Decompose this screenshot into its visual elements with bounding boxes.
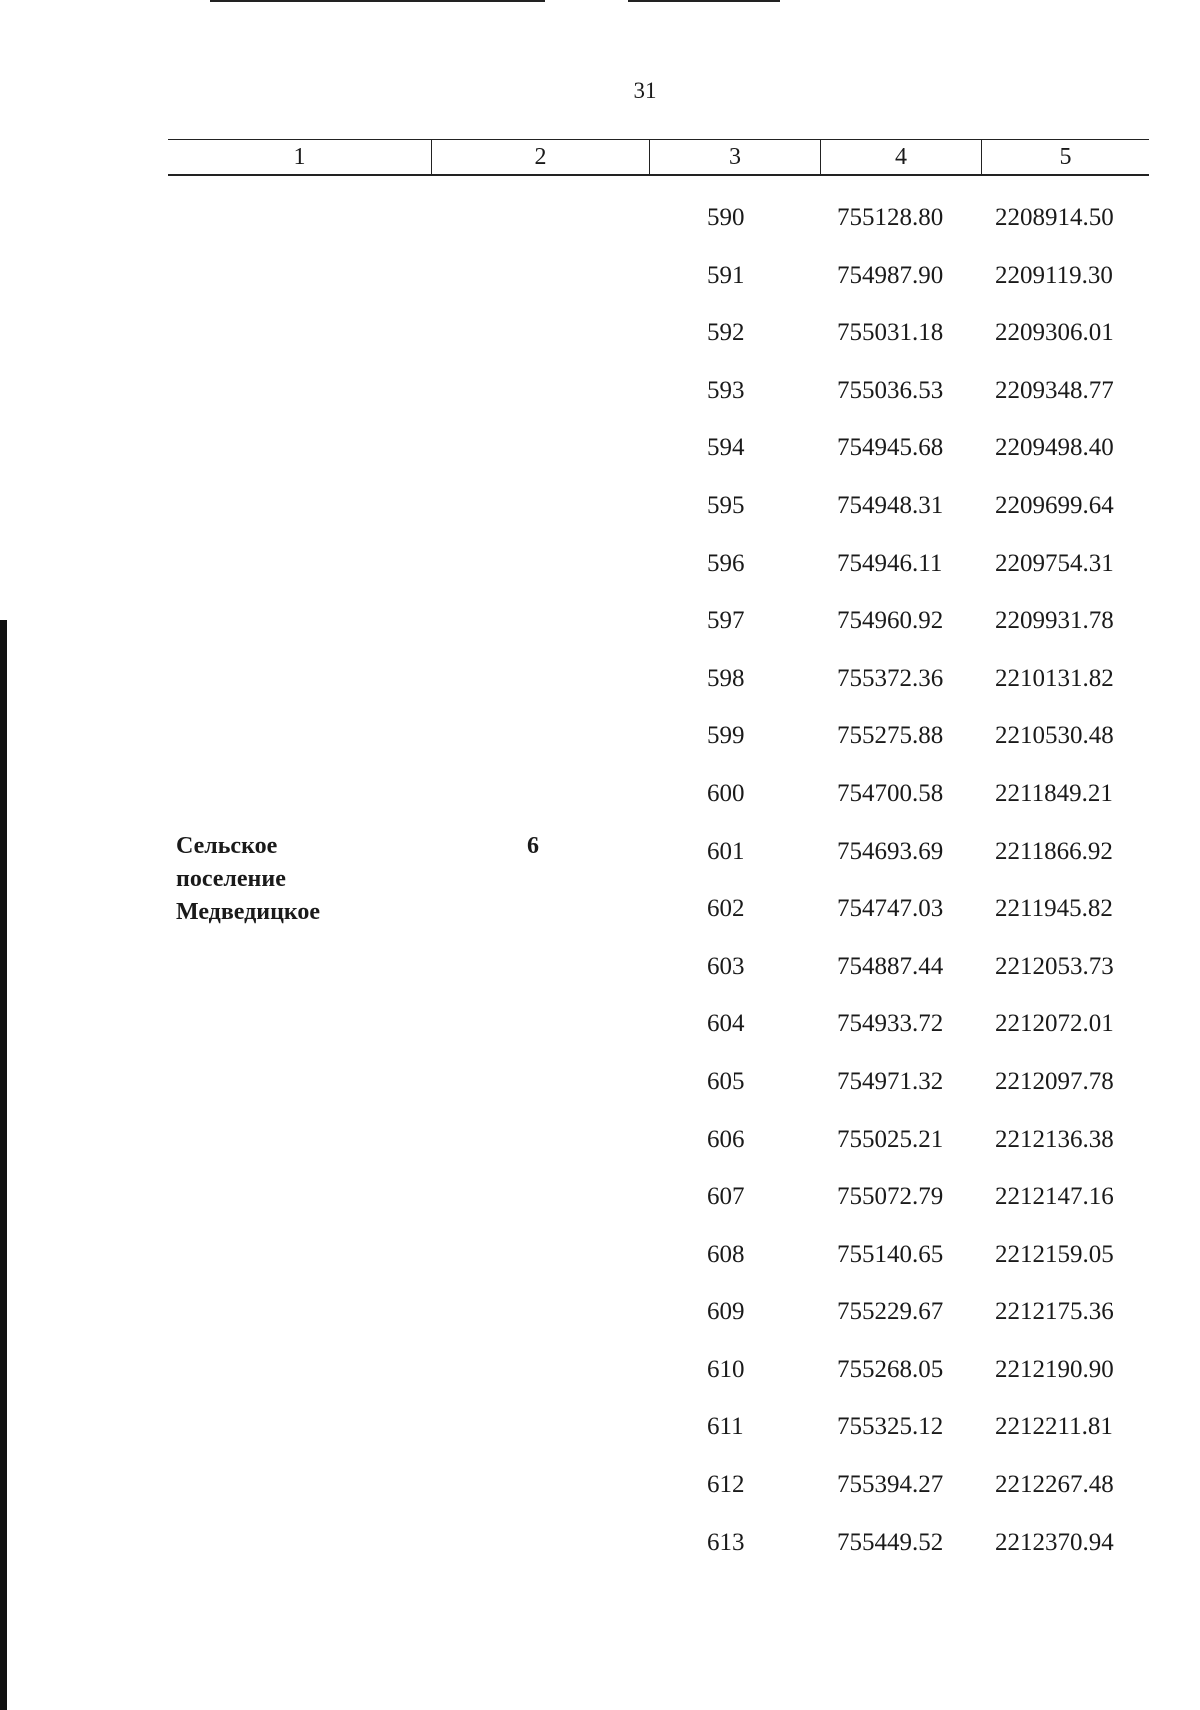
point-number: 605	[707, 1067, 745, 1095]
point-number: 598	[707, 664, 745, 692]
point-number: 606	[707, 1125, 745, 1153]
coordinate-x: 755140.65	[837, 1240, 944, 1268]
point-number: 608	[707, 1240, 745, 1268]
coordinate-y: 2211945.82	[995, 895, 1113, 923]
coordinate-y: 2212175.36	[995, 1298, 1114, 1326]
table-row	[0, 939, 1200, 997]
point-number: 599	[707, 722, 745, 750]
table-row	[0, 1169, 1200, 1227]
table-row	[0, 881, 1200, 939]
coordinate-y: 2212147.16	[995, 1183, 1114, 1211]
page-number: 31	[633, 78, 657, 103]
point-number: 607	[707, 1183, 745, 1211]
table-row	[0, 1227, 1200, 1285]
coordinate-x: 755128.80	[837, 204, 944, 231]
region-name-line: Сельское	[176, 833, 278, 859]
coordinate-y: 2210530.48	[995, 722, 1114, 750]
table-row	[0, 996, 1200, 1054]
coordinate-x: 754747.03	[837, 895, 944, 923]
coordinate-x: 755325.12	[837, 1413, 944, 1441]
point-number: 611	[707, 1413, 744, 1441]
coordinate-x: 754933.72	[837, 1010, 944, 1038]
table-row	[0, 766, 1200, 824]
coordinate-x: 754946.11	[837, 549, 943, 577]
point-number: 600	[707, 779, 745, 807]
coordinate-y: 2211849.21	[995, 779, 1113, 807]
header-col-2: 2	[431, 140, 649, 174]
point-number: 604	[707, 1010, 745, 1038]
coordinate-y: 2209699.64	[995, 491, 1114, 519]
coordinate-y: 2212370.94	[995, 1528, 1114, 1556]
coordinate-y: 2212072.01	[995, 1010, 1114, 1038]
point-number: 590	[707, 204, 745, 231]
point-number: 595	[707, 491, 745, 519]
header-col-4: 4	[820, 140, 981, 174]
coordinate-y: 2212053.73	[995, 952, 1114, 980]
coordinate-x: 754948.31	[837, 491, 944, 519]
table-header	[168, 139, 1149, 176]
table-row	[0, 1515, 1200, 1573]
point-number: 610	[707, 1355, 745, 1383]
coordinate-x: 755449.52	[837, 1528, 944, 1556]
point-number: 601	[707, 837, 745, 865]
coordinate-x: 754945.68	[837, 434, 944, 462]
coordinate-x: 754700.58	[837, 779, 944, 807]
point-number: 591	[707, 261, 745, 289]
point-number: 612	[707, 1471, 745, 1499]
table-row	[0, 651, 1200, 709]
coordinate-x: 755025.21	[837, 1125, 944, 1153]
coordinate-x: 755372.36	[837, 664, 944, 692]
coordinate-x: 755072.79	[837, 1183, 944, 1211]
coordinate-x: 754693.69	[837, 837, 944, 865]
coordinate-y: 2208914.50	[995, 204, 1114, 231]
header-col-5: 5	[981, 140, 1149, 174]
coordinate-x: 755036.53	[837, 376, 944, 404]
coordinate-x: 755275.88	[837, 722, 944, 750]
coordinate-x: 754887.44	[837, 952, 944, 980]
header-col-3: 3	[649, 140, 820, 174]
point-number: 603	[707, 952, 745, 980]
coordinate-y: 2212267.48	[995, 1471, 1114, 1499]
table-row	[0, 536, 1200, 594]
table-row	[0, 363, 1200, 421]
coordinate-y: 2212159.05	[995, 1240, 1114, 1268]
point-number: 594	[707, 434, 745, 462]
table-row	[0, 708, 1200, 766]
coordinate-x: 755268.05	[837, 1355, 944, 1383]
table-row	[0, 1054, 1200, 1112]
top-border-line-left	[210, 0, 545, 2]
coordinate-y: 2209306.01	[995, 319, 1114, 347]
table-row	[0, 1342, 1200, 1400]
coordinates-table-body	[0, 190, 1200, 1572]
top-border-line-right	[628, 0, 780, 2]
coordinate-y: 2209498.40	[995, 434, 1114, 462]
coordinate-y: 2211866.92	[995, 837, 1113, 865]
header-col-1: 1	[293, 144, 306, 170]
table-row	[0, 420, 1200, 478]
point-number: 593	[707, 376, 745, 404]
coordinate-y: 2212211.81	[995, 1413, 1113, 1441]
point-number: 609	[707, 1298, 745, 1326]
coordinate-y: 2209119.30	[995, 261, 1113, 289]
coordinate-y: 2212136.38	[995, 1125, 1114, 1153]
table-row	[0, 305, 1200, 363]
region-name-line: поселение	[176, 866, 286, 892]
coordinate-x: 755394.27	[837, 1471, 944, 1499]
region-code: 6	[527, 833, 539, 859]
table-row	[0, 248, 1200, 306]
coordinate-y: 2212190.90	[995, 1355, 1114, 1383]
coordinate-y: 2209754.31	[995, 549, 1114, 577]
table-row	[0, 478, 1200, 536]
coordinate-x: 754971.32	[837, 1067, 944, 1095]
point-number: 613	[707, 1528, 745, 1556]
region-name-line: Медведицкое	[176, 899, 321, 925]
coordinate-y: 2210131.82	[995, 664, 1114, 692]
table-row	[0, 824, 1200, 882]
table-row	[0, 190, 1200, 248]
point-number: 592	[707, 319, 745, 347]
coordinate-x: 754960.92	[837, 607, 944, 635]
coordinate-y: 2209348.77	[995, 376, 1114, 404]
coordinate-x: 754987.90	[837, 261, 944, 289]
coordinate-x: 755031.18	[837, 319, 944, 347]
coordinate-y: 2209931.78	[995, 607, 1114, 635]
point-number: 602	[707, 895, 745, 923]
point-number: 597	[707, 607, 745, 635]
coordinate-x: 755229.67	[837, 1298, 944, 1326]
table-row	[0, 1399, 1200, 1457]
table-row	[0, 1457, 1200, 1515]
table-row	[0, 593, 1200, 651]
coordinate-y: 2212097.78	[995, 1067, 1114, 1095]
table-row	[0, 1112, 1200, 1170]
point-number: 596	[707, 549, 745, 577]
table-row	[0, 1284, 1200, 1342]
